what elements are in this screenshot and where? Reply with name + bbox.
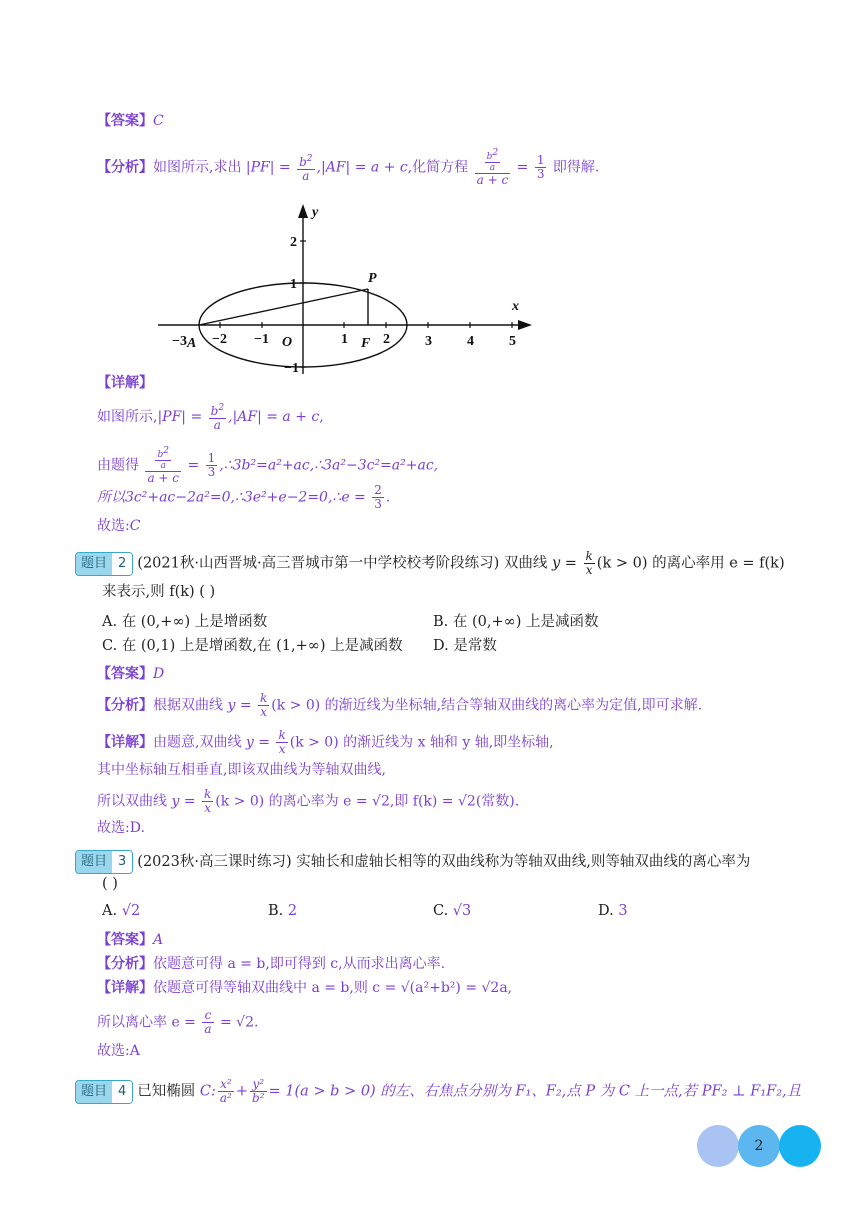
segment-ap [199,289,368,325]
q1-detail-line-1: 如图所示,|PF| = $\frac{b^2}{a}$ ,|AF| = a + c, [97,403,324,432]
q2-option-d[interactable]: D. 是常数 [433,638,497,654]
q2-answer-line: 【答案】D [97,666,165,682]
tick-y-1: 1 [290,277,297,292]
x-axis-arrow [518,320,532,330]
q1-answer-line [97,111,164,131]
q3-choose-line: 故选:A [97,1043,140,1059]
q3-option-b[interactable]: B. 2 [268,903,298,919]
q2-choose-line: 故选:D. [97,820,145,836]
answer-tag: 【答案】 [97,113,153,129]
y-axis-arrow [298,204,308,218]
question-badge: 题目 2 [75,552,133,576]
q3-answer-line: 【答案】A [97,932,164,948]
answer-value: C [153,113,164,129]
tick-y-2: 2 [290,235,297,250]
q3-stem-line-1: 题目 3 (2023秋·高三课时练习) 实轴长和虚轴长相等的双曲线称为等轴双曲线,则等轴双曲线的离心率为 [75,850,750,874]
q1-choose-line: 故选:C [97,518,141,534]
q3-analysis-line: 【分析】依题意可得 a = b,即可得到 c,从而求出离心率. [97,956,446,972]
footer-dot-left [697,1125,739,1167]
fraction-b2-over-a: $\frac{b^2}{a}$ [299,153,313,183]
tick-x-3: 3 [425,334,432,349]
q2-detail-line-3: 所以双曲线 y = $\frac{k}{x}$ (k > 0) 的离心率为 e = √2,即 f(k) = √2(常数). [97,787,520,815]
question-badge: 题目 3 [75,850,133,874]
fraction-k-over-x: $\frac{k}{x}$ [278,728,286,756]
fraction-x2-over-a2: $\frac{\text{x²}}{\text{a²}}$ [219,1077,232,1105]
compound-fraction: $\frac{\frac{b^2}{a}}{a + c}$ [476,148,509,187]
ellipse-graph [150,198,550,378]
q1-detail-line-3: 所以3c²+ac−2a²=0,∴3e²+e−2=0,∴e = $\frac{2}{3}$ . [97,483,391,511]
fraction-one-third: $\frac{1}{3}$ [207,451,216,479]
q2-analysis-line: 【分析】根据双曲线 y = $\frac{k}{x}$ (k > 0) 的渐近线为坐标轴,结合等轴双曲线的离心率为定值,即可求解. [97,691,703,719]
x-axis-label: x [512,299,519,314]
q3-option-d[interactable]: D. 3 [598,903,628,919]
q3-stem-line-2: ( ) [102,876,118,892]
fraction-c-over-a: $\frac{c}{a}$ [204,1008,212,1036]
q3-option-c[interactable]: C. √3 [433,903,472,919]
fraction-k-over-x: $\frac{k}{x}$ [260,691,268,719]
q2-detail-line-1: 【详解】由题意,双曲线 y = $\frac{k}{x}$ (k > 0) 的渐近线为 x 轴和 y 轴,即坐标轴, [97,728,554,756]
tick-x-neg1: −1 [254,332,269,347]
q2-option-a[interactable]: A. 在 (0,+∞) 上是增函数 [102,614,268,630]
tick-x-4: 4 [467,334,474,349]
origin-label: O [282,335,293,350]
q3-option-a[interactable]: A. √2 [102,903,141,919]
q3-detail-line-1: 【详解】依题意可得等轴双曲线中 a = b,则 c = √(a²+b²) = √2a, [97,980,513,996]
fraction-y2-over-b2: $\frac{\text{y²}}{\text{b²}}$ [252,1077,265,1105]
tick-y-neg1: −1 [284,361,299,376]
tick-x-1: 1 [341,332,348,347]
footer-dot-right [779,1125,821,1167]
fraction-one-third: $\frac{1}{3}$ [536,153,545,181]
fraction-k-over-x: $\frac{k}{x}$ [204,787,212,815]
q3-detail-line-2: 所以离心率 e = $\frac{c}{a}$ = √2. [97,1008,259,1036]
tick-x-5: 5 [509,334,516,349]
page-number: 2 [754,1138,764,1154]
detail-tag: 【详解】 [97,375,153,391]
analysis-tag: 【分析】 [97,159,153,176]
q2-detail-line-2: 其中坐标轴互相垂直,即该双曲线为等轴双曲线, [97,762,386,778]
q2-option-b[interactable]: B. 在 (0,+∞) 上是减函数 [433,614,599,630]
tick-x-neg3: −3 [172,334,187,349]
question-badge: 题目 4 [75,1080,133,1104]
point-f-label: F [361,336,371,351]
y-axis-label: y [312,205,319,220]
q1-detail-tag-line [97,373,153,393]
fraction-k-over-x: $\frac{k}{x}$ [585,549,593,577]
point-a-label: A [187,336,197,351]
q2-stem-line-1: 题目 2 (2021秋·山西晋城·高三晋城市第一中学校校考阶段练习) 双曲线 y = $\frac{k}{x}$ (k > 0) 的离心率用 e = f(k) [75,550,785,577]
q2-stem-line-2: 来表示,则 f(k) ( ) [102,584,216,600]
q2-option-c[interactable]: C. 在 (0,1) 上是增函数,在 (1,+∞) 上是减函数 [102,638,403,654]
q4-stem-line-1: 题目 4 已知椭圆 C: $\frac{\text{x²}}{\text{a²}}$ + $\frac{\text{y²}}{\text{b²}}$ = 1(a > b > 0) 的左、右焦点分别为 F₁、F₂,点 P 为 C 上一点,若 PF₂ ⊥ F₁F₂,且 [75,1078,801,1105]
tick-x-2: 2 [383,332,390,347]
fraction-b2-over-a: $\frac{b^2}{a}$ [210,403,225,432]
q1-analysis-line: 【分析】如图所示,求出 |PF| = $\frac{b^2}{a}$ ,|AF| = a + c,化简方程 $\frac{\frac{b^2}{a}}{a + c}$ = $\frac{1}{3}$ 即得解. [97,148,600,187]
point-p-label: P [368,271,377,286]
q1-detail-line-2: 由题得 $\frac{\frac{b^2}{a}}{a + c}$ = $\frac{1}{3}$ ,∴3b²=a²+ac,∴3a²−3c²=a²+ac, [97,446,439,485]
tick-x-neg2: −2 [212,332,227,347]
fraction-two-thirds: $\frac{2}{3}$ [374,483,382,511]
compound-fraction: $\frac{\frac{b^2}{a}}{a + c}$ [147,446,180,485]
